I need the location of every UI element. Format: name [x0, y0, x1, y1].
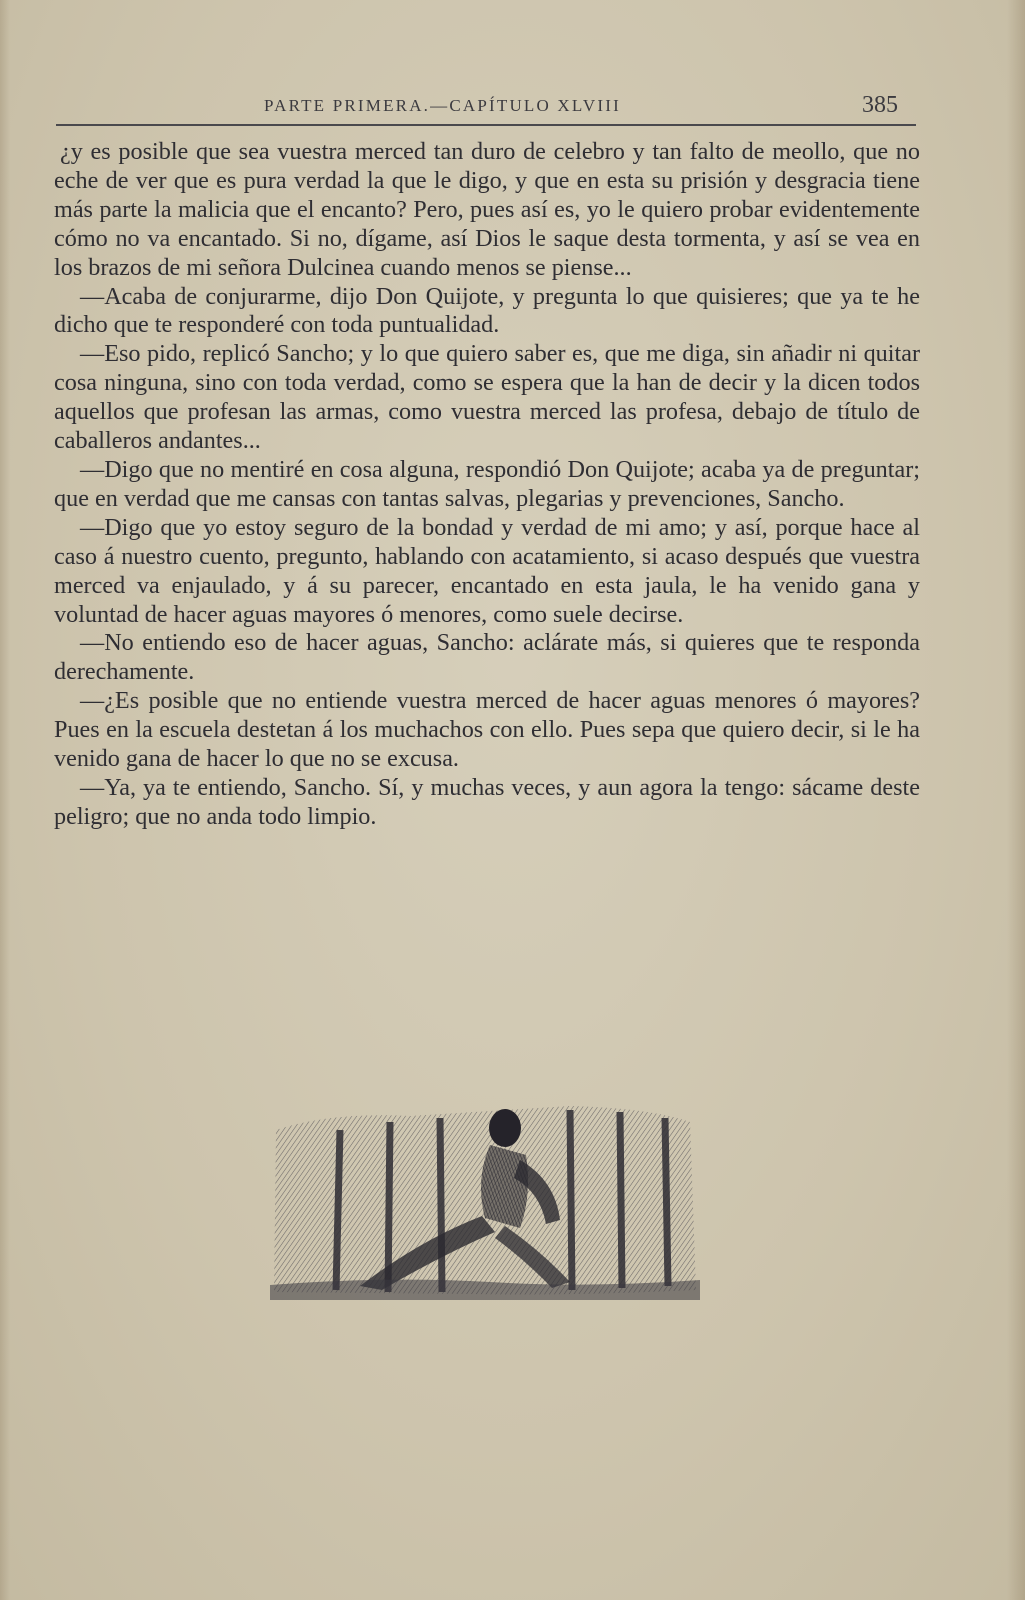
- page-edge-shadow-left: [0, 0, 10, 1600]
- paragraph: ¿y es posible que sea vuestra merced tan duro de celebro y tan falto de meollo, que no eche de ver que es pura verdad la que le digo, y que en esta su prisión y desgracia tiene más parte la malicia que el encanto? Pero, pues así es, yo le quiero probar evidentemente cómo no va encantado. Si no, dígame, así Dios le saque desta tormenta, y así se vea en los brazos de mi señora Dulcinea cuando menos se piense...: [54, 138, 920, 281]
- paragraph: —Eso pido, replicó Sancho; y lo que quiero saber es, que me diga, sin añadir ni quitar cosa ninguna, sino con toda verdad, como se espera que la han de decir y la dicen todos aquellos que profesan las armas, como vuestra merced las profesa, debajo de título de caballeros andantes...: [54, 340, 920, 455]
- page-number: 385: [862, 92, 898, 118]
- paragraph: —Acaba de conjurarme, dijo Don Quijote, y pregunta lo que quisieres; que ya te he dicho que te responderé con toda puntualidad.: [54, 282, 920, 339]
- engraving-illustration: [270, 1100, 700, 1300]
- paragraph: —Ya, ya te entiendo, Sancho. Sí, y muchas veces, y aun agora la tengo: sácame deste peligro; que no anda todo limpio.: [54, 773, 920, 830]
- paragraph: —Digo que no mentiré en cosa alguna, respondió Don Quijote; acaba ya de preguntar; que en verdad que me cansas con tantas salvas, plegarias y prevenciones, Sancho.: [54, 455, 920, 512]
- page-edge-shadow-right: [1007, 0, 1025, 1600]
- paragraph: —¿Es posible que no entiende vuestra merced de hacer aguas menores ó mayores? Pues en la escuela destetan á los muchachos con ello. Pues sepa que quiero decir, si le ha venido gana de hacer lo que no se excusa.: [54, 687, 920, 773]
- body-text: [54, 138, 920, 832]
- paragraph: —Digo que yo estoy seguro de la bondad y verdad de mi amo; y así, porque hace al caso á nuestro cuento, pregunto, hablando con acatamiento, si acaso después que vuestra merced va enjaulado, y á su parecer, encantado en esta jaula, le ha venido gana y voluntad de hacer aguas mayores ó menores, como suele decirse.: [54, 513, 920, 628]
- paragraph: —No entiendo eso de hacer aguas, Sancho: aclárate más, si quieres que te responda derechamente.: [54, 629, 920, 686]
- header-rule: [56, 124, 916, 126]
- running-header: [56, 92, 916, 124]
- running-title: PARTE PRIMERA.—CAPÍTULO XLVIII: [264, 96, 621, 115]
- engraving-cage-figure-icon: [270, 1100, 700, 1300]
